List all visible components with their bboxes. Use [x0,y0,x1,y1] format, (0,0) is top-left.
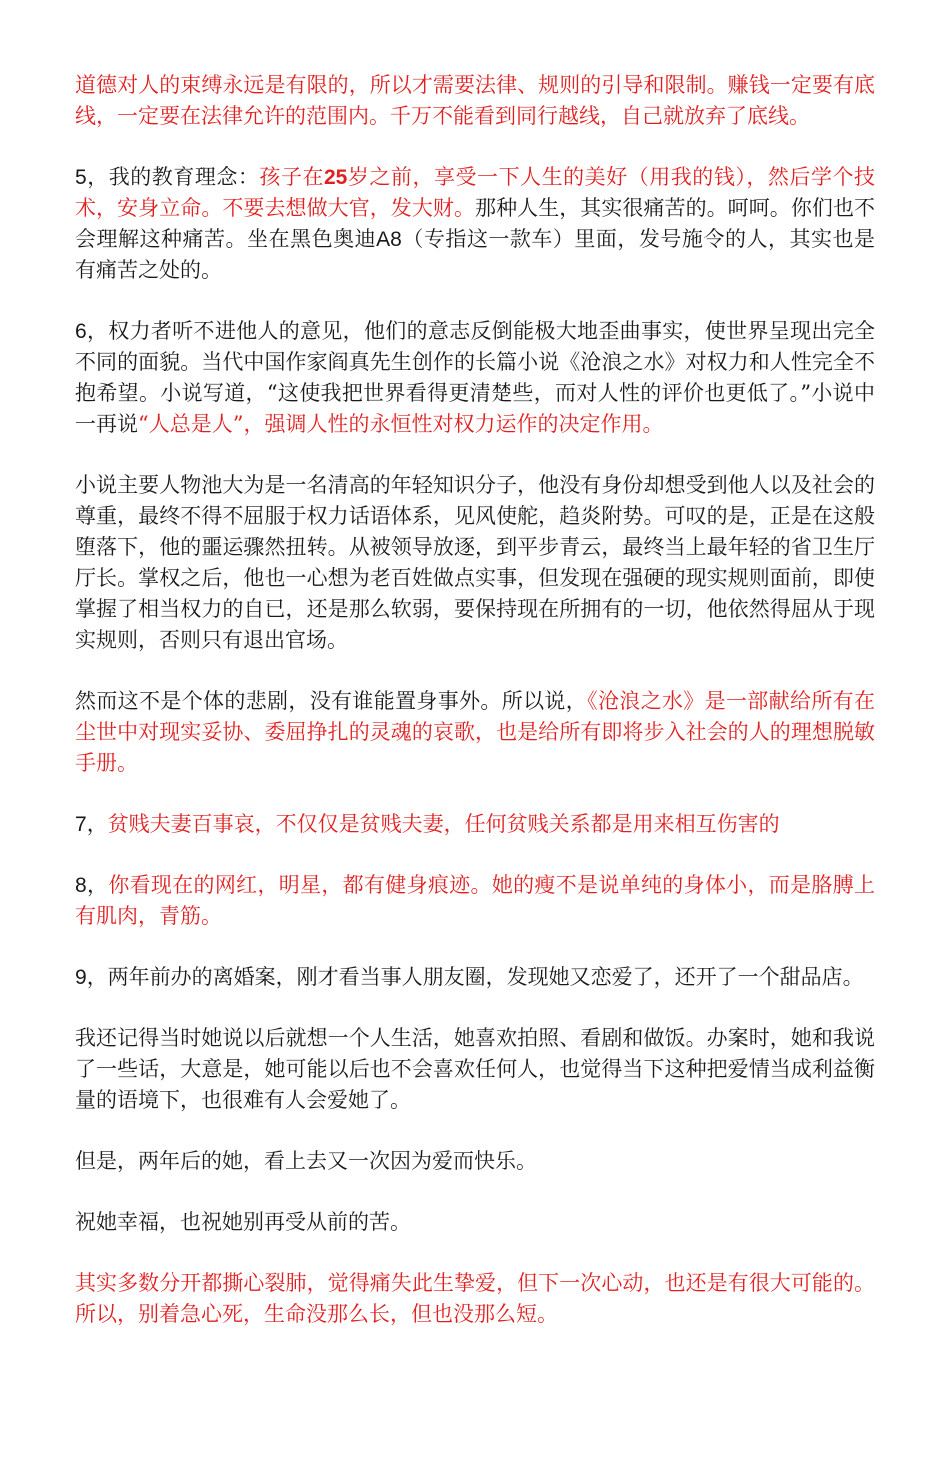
body-text: 6 [75,320,87,343]
body-text: A8 [376,228,402,251]
body-text: 小说主要人物池大为是一名清高的年轻知识分子，他没有身份却想受到他人以及社会的尊重，最终不得不屈服于权力话语体系，见风使舵，趋炎附势。可叹的是，正是在这般堕落下，他的噩运骤然扭转。从被领导放逐，到平步青云，最终当上最年轻的省卫生厅厅长。掌权之后，他也一心想为老百姓做点实事，但发现在强硬的现实规则面前，即使掌握了相当权力的自已，还是那么软弱，要保持现在所拥有的一切，他依然得屈从于现实规则，否则只有退出官场。 [75,473,875,652]
body-text: 然而这不是个体的悲剧，没有谁能置身事外。所以说， [75,689,588,713]
highlighted-text: 道德对人的束缚永远是有限的，所以才需要法律、规则的引导和限制。赚钱一定要有底线，一定要在法律允许的范围内。千万不能看到同行越线，自己就放弃了底线。 [75,73,875,128]
body-text: （专指这一款车）里面，发号施令的人，其实也是有痛苦之处的。 [75,227,876,282]
paragraph [75,1268,875,1330]
highlighted-text: 贫贱夫妻百事哀，不仅仅是贫贱夫妻，任何贫贱关系都是用来相互伤害的 [107,812,780,836]
highlighted-text: 孩子在 [259,165,324,189]
body-text: ， [86,873,109,897]
document-page [75,70,875,1360]
body-text: ，两年前办的离婚案，刚才看当事人朋友圈，发现她又恋爱了，还开了一个甜品店。 [86,965,864,989]
paragraph [75,809,875,840]
highlighted-text: 你看现在的网红，明星，都有健身痕迹。她的瘦不是说单纯的身体小，而是胳膊上有肌肉，青筋。 [75,873,876,928]
body-text: ， [86,812,108,836]
paragraph [75,316,875,440]
body-text: 9 [75,966,87,989]
body-text: 我还记得当时她说以后就想一个人生活，她喜欢拍照、看剧和做饭。办案时，她和我说了一些话，大意是，她可能以后也不会喜欢任何人，也觉得当下这种把爱情当成利益衡量的语境下，也很难有人会爱她了。 [75,1026,875,1112]
body-text: 8 [75,874,87,897]
body-text: 7 [75,813,87,836]
highlighted-text: 25 [324,166,348,189]
paragraph [75,870,875,932]
body-text: 但是，两年后的她，看上去又一次因为爱而快乐。 [75,1149,537,1173]
highlighted-text: 岁之前，享受一下人生的美好（用我的钱），然后学个技术，安身立命。不要去想做大官，发大财。 [75,165,876,220]
paragraph [75,162,875,286]
paragraph [75,1023,875,1116]
paragraph [75,1207,875,1238]
body-text: 那种人生，其实很痛苦的。呵呵。你们也不会理解这种痛苦。坐在黑色奥迪 [75,196,876,251]
paragraph [75,962,875,993]
body-text: 祝她幸福，也祝她别再受从前的苦。 [75,1210,411,1234]
body-text: 5 [75,166,87,189]
highlighted-text: “人总是人”，强调人性的永恒性对权力运作的决定作用。 [138,412,664,436]
body-text: ，我的教育理念： [86,165,260,189]
paragraph [75,686,875,779]
paragraph [75,470,875,656]
highlighted-text: 《沧浪之水》是一部献给所有在尘世中对现实妥协、委屈挣扎的灵魂的哀歌，也是给所有即将步入社会的人的理想脱敏手册。 [75,689,876,775]
highlighted-text: 其实多数分开都撕心裂肺，觉得痛失此生挚爱，但下一次心动，也还是有很大可能的。所以，别着急心死，生命没那么长，但也没那么短。 [75,1271,875,1326]
paragraph [75,1146,875,1177]
body-text: ，权力者听不进他人的意见，他们的意志反倒能极大地歪曲事实，使世界呈现出完全不同的面貌。当代中国作家阎真先生创作的长篇小说《沧浪之水》对权力和人性完全不抱希望。小说写道，“这使我把世界看得更清楚些，而对人性的评价也更低了。”小说中一再说 [75,319,875,436]
paragraph [75,70,875,132]
